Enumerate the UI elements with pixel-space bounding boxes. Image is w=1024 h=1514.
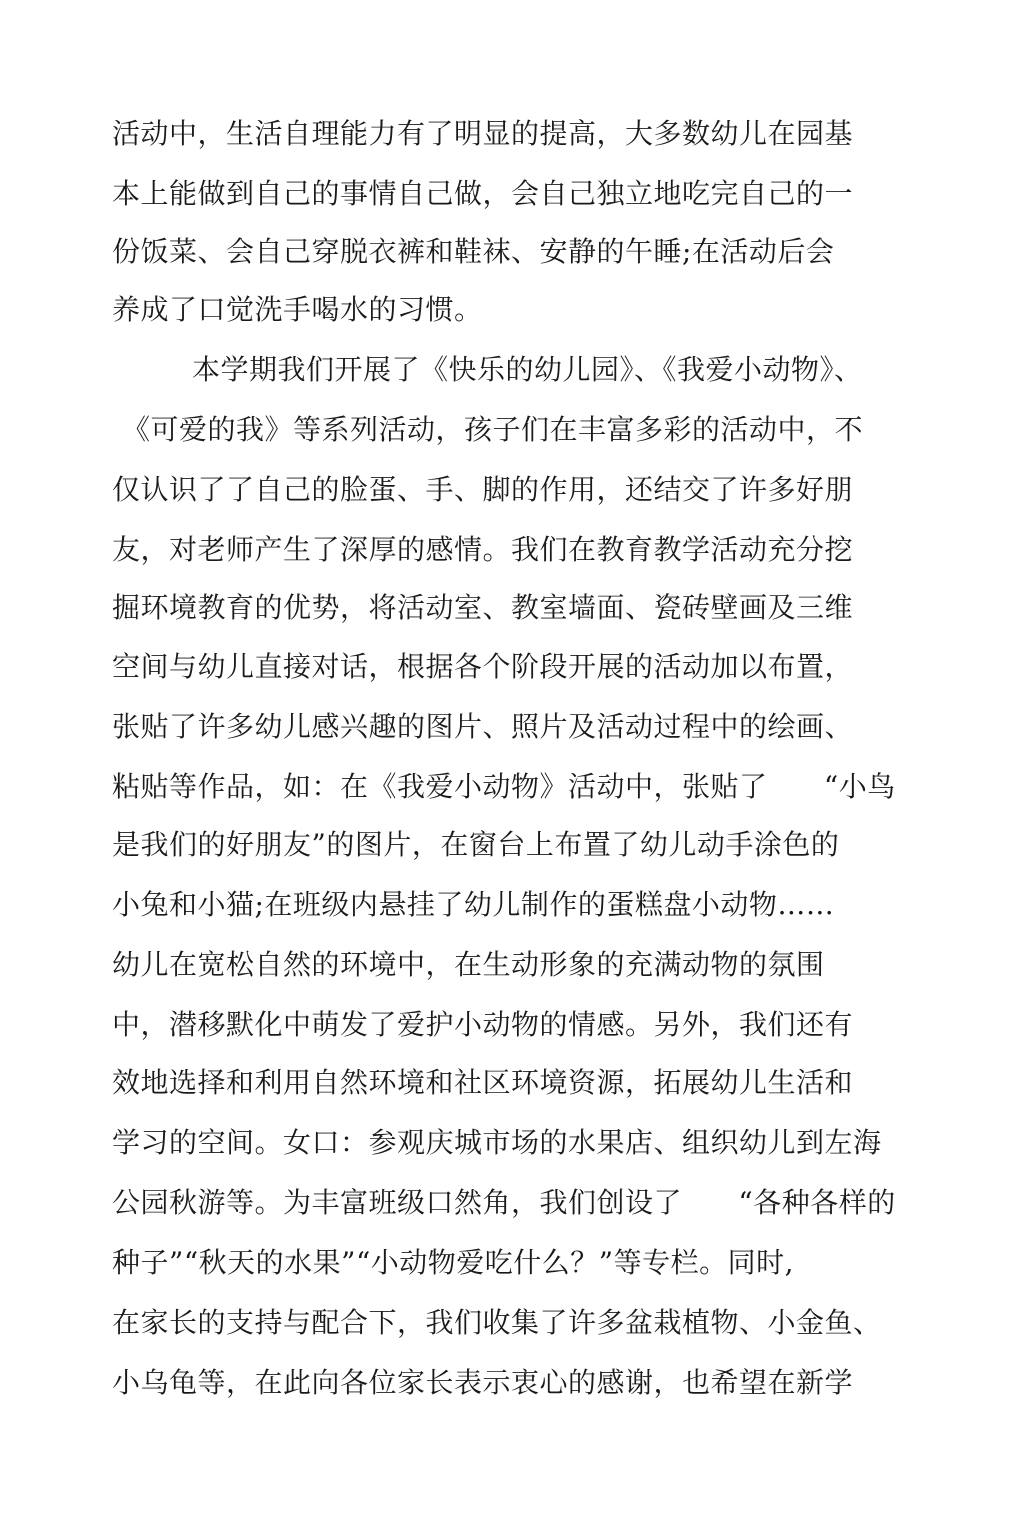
text-line: 粘贴等作品，如：在《我爱小动物》活动中，张贴了 “小鸟: [112, 770, 896, 803]
text-line: 是我们的好朋友”的图片，在窗台上布置了幼儿动手涂色的: [112, 828, 840, 861]
text-line: 活动中，生活自理能力有了明显的提高，大多数幼儿在园基: [112, 117, 854, 150]
text-line: 《可爱的我》等系列活动，孩子们在丰富多彩的活动中，不: [122, 413, 864, 446]
text-line: 份饭菜、会自己穿脱衣裤和鞋袜、安静的午睡;在活动后会: [112, 235, 835, 268]
paragraph-first-line: 本学期我们开展了《快乐的幼儿园》、《我爱小动物》、: [192, 353, 863, 386]
text-line: 空间与幼儿直接对话，根据各个阶段开展的活动加以布置，: [112, 650, 854, 683]
text-line: 效地选择和利用自然环境和社区环境资源，拓展幼儿生活和: [112, 1066, 854, 1099]
text-line: 幼儿在宽松自然的环境中，在生动形象的充满动物的氛围: [112, 948, 825, 981]
text-line: 友，对老师产生了深厚的感情。我们在教育教学活动充分挖: [112, 533, 854, 566]
text-line: 中，潜移默化中萌发了爱护小动物的情感。另外，我们还有: [112, 1008, 854, 1041]
text-line: 掘环境教育的优势，将活动室、教室墙面、瓷砖壁画及三维: [112, 591, 854, 624]
text-line: 种子”“秋天的水果”“小动物爱吃什么？”等专栏。同时,: [112, 1246, 794, 1279]
text-line: 养成了口觉洗手喝水的习惯。: [112, 293, 483, 326]
text-line: 张贴了许多幼儿感兴趣的图片、照片及活动过程中的绘画、: [112, 710, 854, 743]
text-line: 仅认识了了自己的脸蛋、手、脚的作用，还结交了许多好朋: [112, 473, 854, 506]
text-line: 小兔和小猫;在班级内悬挂了幼儿制作的蛋糕盘小动物……: [112, 888, 835, 921]
text-line: 在家长的支持与配合下，我们收集了许多盆栽植物、小金鱼、: [112, 1306, 882, 1339]
text-line: 学习的空间。女口：参观庆城市场的水果店、组织幼儿到左海: [112, 1126, 882, 1159]
text-line: 公园秋游等。为丰富班级口然角，我们创设了 “各种各样的: [112, 1186, 896, 1219]
text-line: 小乌龟等，在此向各位家长表示衷心的感谢，也希望在新学: [112, 1366, 854, 1399]
text-line: 本上能做到自己的事情自己做，会自己独立地吃完自己的一: [112, 177, 854, 210]
